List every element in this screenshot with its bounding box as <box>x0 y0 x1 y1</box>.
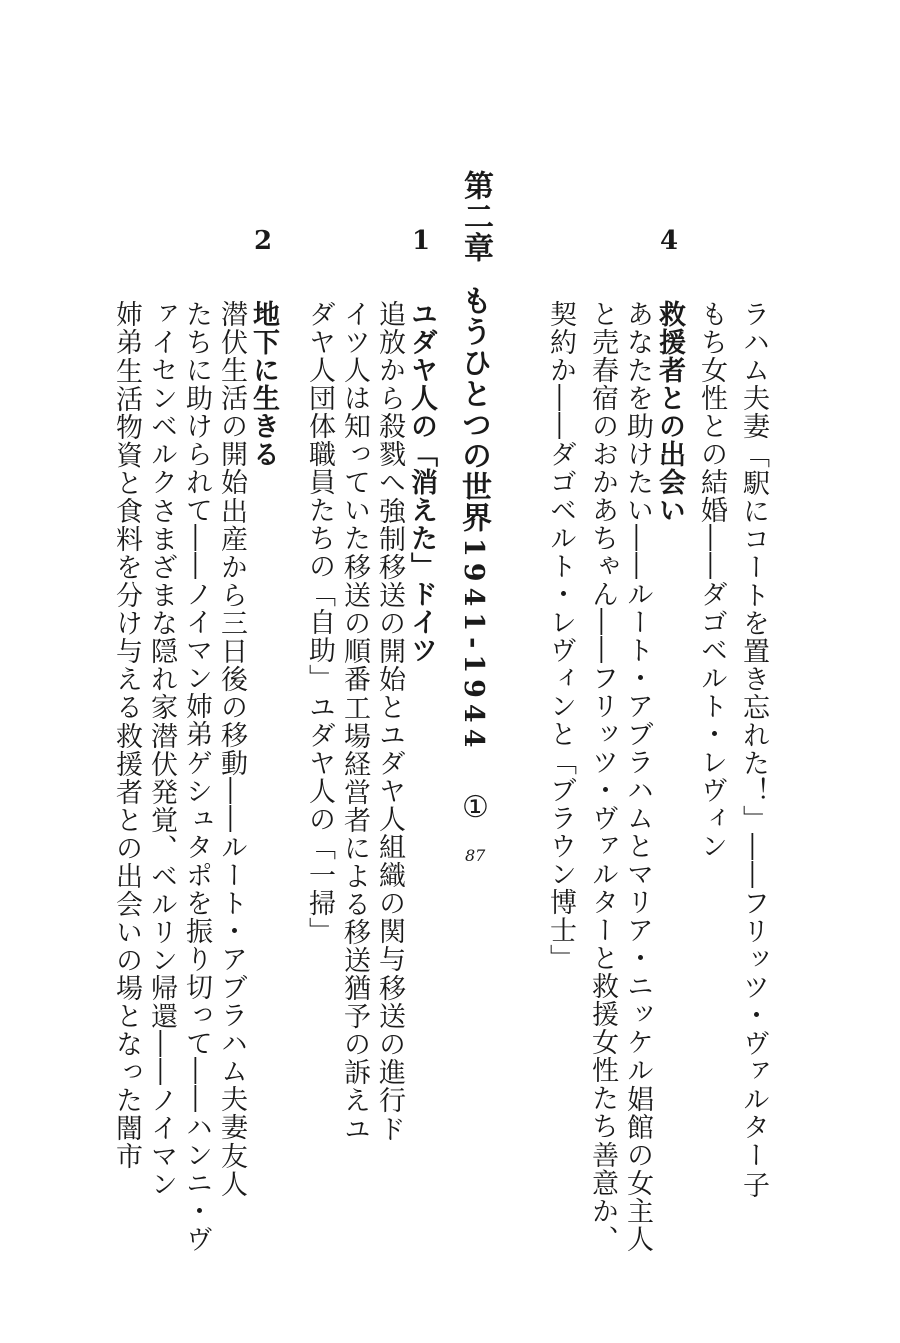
section-number: 4 <box>660 226 679 256</box>
chapter-circled-number: ① <box>458 790 493 826</box>
chapter-label: 第二章 <box>458 170 493 263</box>
toc-text: ド <box>374 1115 405 1143</box>
toc-text: あなたを助けたい――ルート・アブラハムとマリア・ニッケル <box>622 300 653 1084</box>
section-number: 1 <box>412 226 431 256</box>
toc-text: ァイセンベルク <box>146 300 177 496</box>
toc-text: と売春宿のおかあちゃん――フリッツ・ヴァルターと救援女性たち <box>587 300 618 1140</box>
toc-text: ユ <box>339 1115 370 1143</box>
toc-text: さまざまな隠れ家 <box>146 497 177 721</box>
toc-line <box>176 300 216 1253</box>
section-heading: 地下に生きる <box>248 300 279 468</box>
toc-line <box>582 300 622 1253</box>
toc-line <box>334 300 374 1143</box>
toc-line <box>369 300 409 1143</box>
toc-text: 善意か、 <box>587 1141 618 1253</box>
toc-text: ユダヤ人の「一掃」 <box>304 693 335 945</box>
toc-text: ダヤ人団体職員たちの「自助」 <box>304 300 335 692</box>
toc-text: 子 <box>738 1171 769 1199</box>
chapter-title: もうひとつの世界 <box>456 285 491 533</box>
toc-line <box>106 300 146 1170</box>
toc-text: 友人 <box>216 1142 247 1198</box>
toc-text: 追放から殺戮へ <box>374 300 405 496</box>
toc-text: 移送の進行 <box>374 974 405 1114</box>
toc-text: 娼館の女主人 <box>622 1085 653 1253</box>
toc-line: 契約か――ダゴベルト・レヴィンと「ブラウン博士」 <box>545 300 576 972</box>
toc-text: 強制移送の開始とユダヤ人組織の関与 <box>374 497 405 973</box>
toc-text: 姉弟 <box>111 300 142 356</box>
chapter-years: 1941-1944 <box>458 538 489 754</box>
page-number: 87 <box>465 846 486 865</box>
toc-line: もち女性との結婚――ダゴベルト・レヴィン <box>696 300 727 860</box>
toc-text: 工場経営者による移送猶予の訴え <box>339 694 370 1114</box>
toc-text: 出産から三日後の移動――ルート・アブラハム夫妻 <box>216 497 247 1141</box>
toc-text: イツ人は知っていた <box>339 300 370 552</box>
toc-line <box>299 300 339 945</box>
toc-line <box>141 300 181 1198</box>
toc-text: 生活物資と食料を分け与える <box>111 357 142 721</box>
toc-line <box>733 300 773 1199</box>
toc-line <box>211 300 251 1198</box>
toc-text: 移送の順番 <box>339 553 370 693</box>
section-heading: ユダヤ人の「消えた」ドイツ <box>406 300 437 664</box>
toc-text: 救援者との出会いの場となった闇市 <box>111 722 142 1170</box>
section-heading: 救援者との出会い <box>654 300 685 524</box>
toc-text: 「駅にコートを置き忘れた！」――フリッツ・ヴァルター <box>738 441 769 1169</box>
section-number: 2 <box>254 226 273 256</box>
toc-text: 潜伏生活の開始 <box>216 300 247 496</box>
toc-text: 潜伏発覚、ベルリン帰還――ノイマン <box>146 722 177 1198</box>
toc-text: ゲシュタポを振り切って――ハンニ・ヴ <box>181 749 212 1253</box>
toc-line <box>617 300 657 1253</box>
toc-text: たちに助けられて――ノイマン姉弟 <box>181 300 212 748</box>
toc-text: ラハム夫妻 <box>738 300 769 440</box>
